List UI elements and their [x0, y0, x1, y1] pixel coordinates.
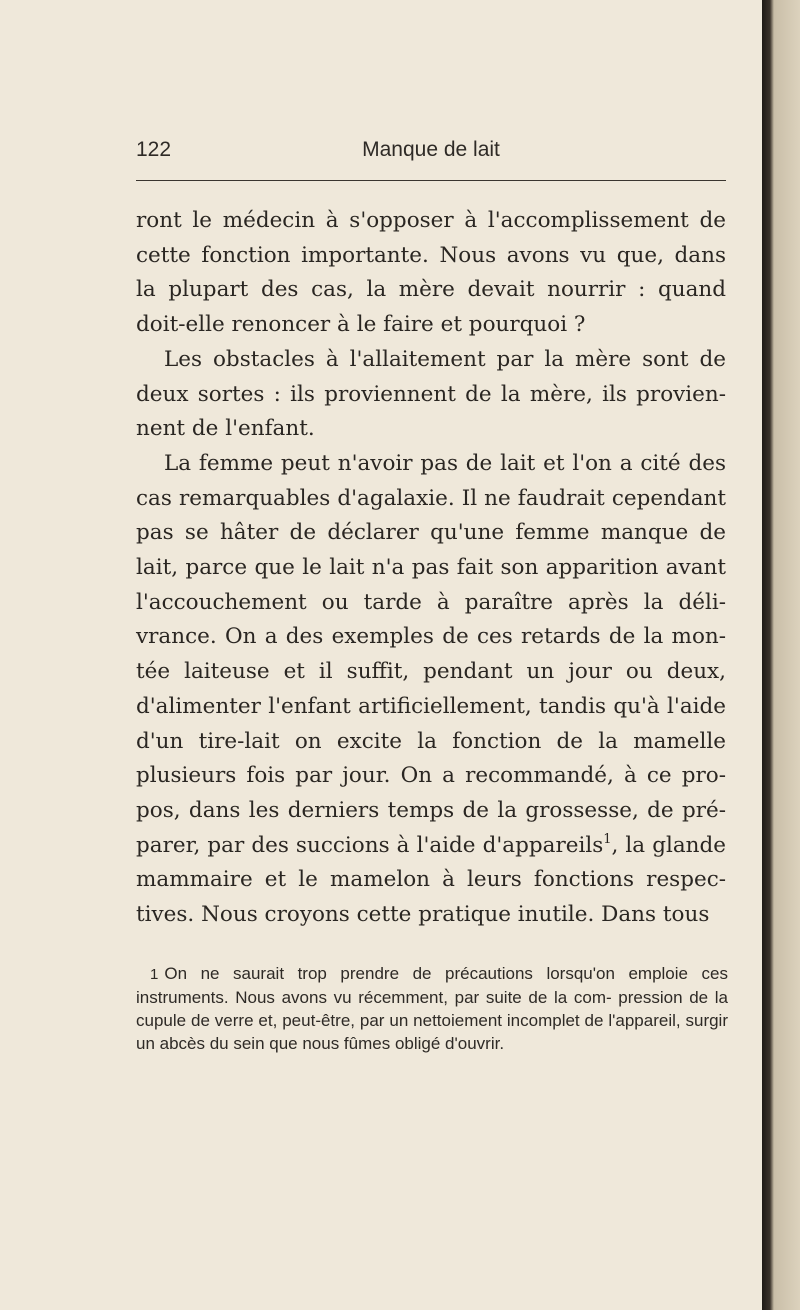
paragraph-2: Les obstacles à l'allaitement par la mère sont de deux sortes : ils proviennent de la mère, ils provien- nent de l'enfant.: [136, 346, 726, 442]
footnote-text: On ne saurait trop prendre de précautions lorsqu'on emploie ces instruments. Nous avons vu récemment, par suite de la com- pression de la cupule de verre et, peut-être, par un nettoiement incomplet de l'appareil, surgir un abcès du sein que nous fûmes obligé d'ouvrir.: [136, 964, 728, 1053]
footnote-reference: 1: [603, 831, 612, 847]
paragraph-3-continuation: , la glande mammaire et le mamelon à leurs fonctions respec- tives. Nous croyons cette pratique inutile. Dans tous: [136, 832, 726, 928]
paragraph-1: ront le médecin à s'opposer à l'accomplissement de cette fonction importante. Nous avons vu que, dans la plupart des cas, la mère devait nourrir : quand doit-elle renoncer à le faire et pourquoi ?: [136, 208, 726, 338]
book-spine-shadow: [762, 0, 800, 1310]
running-title: Manque de lait: [362, 138, 500, 161]
body-text: [136, 204, 726, 933]
page-number: 122: [136, 138, 172, 161]
footnote-marker: 1: [150, 966, 159, 983]
page-header: [136, 138, 726, 164]
paragraph-3-text: La femme peut n'avoir pas de lait et l'on a cité des cas remarquables d'agalaxie. Il ne faudrait cependant pas se hâter de déclarer qu'une femme manque de lait, parce que le lait n'a pas fait son apparition avant l'accouchement ou tarde à paraître après la déli- vrance. On a des exemples de ces retards de la mon- tée laiteuse et il suffit, pendant un jour ou deux, d'alimenter l'enfant artificiellement, tandis qu'à l'aide d'un tire-lait on excite la fonction de la mamelle plusieurs fois par jour. On a recommandé, à ce pro- pos, dans les derniers temps de la grossesse, de pré- parer, par des succions à l'aide d'appareils: [136, 450, 726, 858]
footnote: [136, 962, 728, 1055]
header-rule: [136, 180, 726, 181]
paragraph-3: [136, 447, 726, 933]
